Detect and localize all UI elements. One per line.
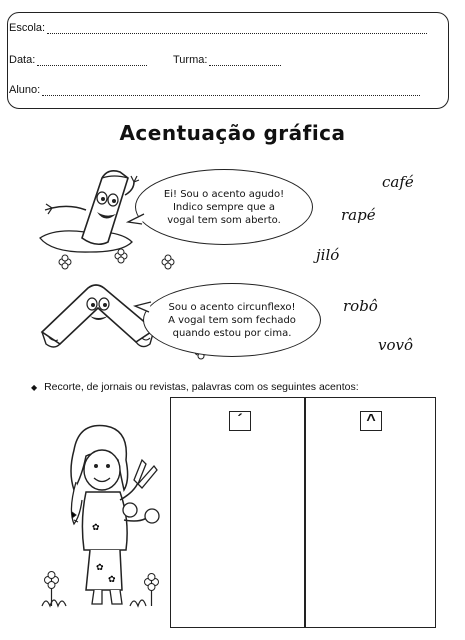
aluno-field[interactable] — [9, 84, 420, 96]
acute-speech-bubble — [135, 169, 313, 245]
table-divider — [304, 398, 306, 627]
circumflex-accent-icon — [360, 411, 382, 431]
data-line[interactable] — [37, 55, 147, 66]
word-vovo: vovô — [378, 336, 414, 354]
aluno-label: Aluno: — [9, 84, 41, 96]
turma-line[interactable] — [209, 55, 281, 66]
escola-field[interactable] — [9, 22, 427, 34]
girl-with-scissors-illustration — [34, 420, 164, 620]
word-rape: rapé — [341, 206, 376, 224]
circumflex-bubble-text: Sou o acento circunflexo! A vogal tem som fechado quando estou por cima. — [168, 301, 296, 339]
svg-text:✿: ✿ — [108, 575, 116, 585]
circumflex-accent-glyph: ^ — [366, 412, 376, 429]
turma-label: Turma: — [173, 54, 208, 66]
acute-accent-glyph: ´ — [237, 412, 243, 429]
acute-accent-icon — [229, 411, 251, 431]
instruction-text — [31, 381, 359, 393]
bubble-2-tail — [133, 300, 153, 314]
instruction-label: Recorte, de jornais ou revistas, palavras com os seguintes acentos: — [44, 381, 359, 393]
escola-line[interactable] — [47, 23, 427, 34]
word-jilo: jiló — [316, 246, 340, 264]
data-field[interactable] — [9, 54, 147, 66]
aluno-line[interactable] — [42, 85, 420, 96]
circumflex-speech-bubble — [143, 283, 321, 357]
acute-bubble-text: Ei! Sou o acento agudo! Indico sempre que a vogal tem som aberto. — [163, 188, 285, 226]
accent-collage-table — [170, 397, 436, 628]
data-label: Data: — [9, 54, 36, 66]
bullet-icon: ◆ — [31, 383, 38, 392]
svg-text:✿: ✿ — [92, 523, 100, 533]
escola-label: Escola: — [9, 22, 46, 34]
word-robo: robô — [343, 297, 378, 315]
bubble-1-tail — [126, 212, 146, 226]
svg-text:✿: ✿ — [96, 563, 104, 573]
page-title: Acentuação gráfica — [119, 121, 346, 145]
turma-field[interactable] — [173, 54, 281, 66]
word-cafe: café — [382, 173, 414, 191]
